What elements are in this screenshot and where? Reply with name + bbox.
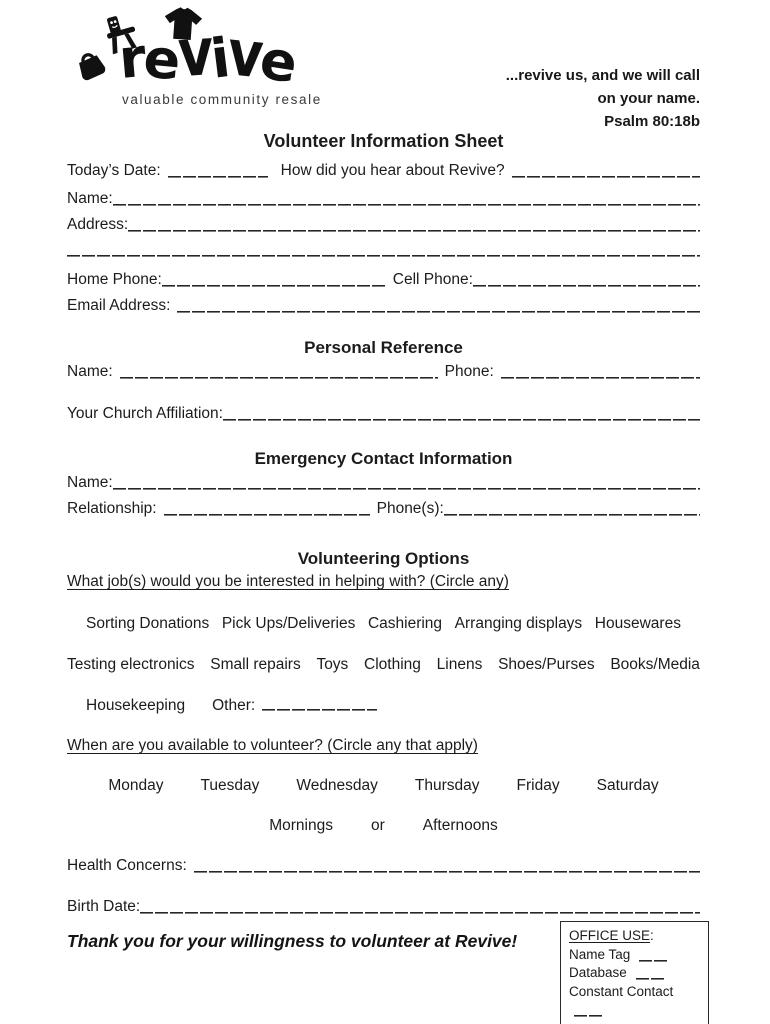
email-field-line[interactable] <box>177 300 700 313</box>
relationship-label: Relationship: <box>67 500 157 517</box>
job-option-clothing[interactable]: Clothing <box>364 656 421 673</box>
office-use-name-tag-label: Name Tag <box>569 946 631 962</box>
address-row <box>67 214 700 235</box>
quote-line-2: on your name. <box>597 90 700 107</box>
time-option-mornings[interactable]: Mornings <box>269 817 333 834</box>
job-option-testing-electronics[interactable]: Testing electronics <box>67 656 195 673</box>
day-option-wednesday[interactable]: Wednesday <box>296 777 378 794</box>
thank-you-message: Thank you for your willingness to volunteer at Revive! <box>67 931 518 951</box>
job-option-housekeeping[interactable]: Housekeeping <box>86 697 186 714</box>
birth-date-field-line[interactable] <box>140 901 700 914</box>
birth-date-label: Birth Date: <box>67 898 141 915</box>
times-or-text: or <box>370 817 385 834</box>
job-option-sorting-donations[interactable]: Sorting Donations <box>86 615 210 632</box>
form-header <box>67 0 700 128</box>
home-phone-label: Home Phone: <box>67 271 162 288</box>
health-concerns-label: Health Concerns: <box>67 857 187 874</box>
todays-date-row <box>67 160 700 181</box>
volunteering-options-heading: Volunteering Options <box>297 549 470 568</box>
office-use-constant-contact-label: Constant Contact <box>569 983 674 999</box>
days-row <box>67 775 700 796</box>
job-option-toys[interactable]: Toys <box>316 656 349 673</box>
relationship-row <box>67 498 700 519</box>
emergency-name-row <box>67 472 700 493</box>
office-use-database-line[interactable] <box>636 970 664 980</box>
hear-about-label: How did you hear about Revive? <box>280 162 505 179</box>
church-affiliation-row <box>67 403 700 424</box>
jobs-question: What job(s) would you be interested in helping with? (Circle any) <box>67 573 509 590</box>
job-option-small-repairs[interactable]: Small repairs <box>210 656 301 673</box>
reference-phone-field-line[interactable] <box>501 366 700 379</box>
relationship-field-line[interactable] <box>164 503 370 516</box>
logo-wordmark: revive <box>116 13 300 96</box>
office-use-box <box>560 921 709 1024</box>
jobs-row-3 <box>67 695 700 716</box>
availability-question: When are you available to volunteer? (Circle any that apply) <box>67 737 478 754</box>
name-row <box>67 188 700 209</box>
cell-phone-label: Cell Phone: <box>392 271 473 288</box>
office-use-constant-contact-line[interactable] <box>574 1007 602 1017</box>
emergency-name-field-line[interactable] <box>113 477 700 490</box>
address-field-line[interactable] <box>128 219 700 232</box>
phone-row <box>67 269 700 290</box>
job-option-shoes-purses[interactable]: Shoes/Purses <box>498 656 595 673</box>
page-title: Volunteer Information Sheet <box>263 131 504 151</box>
address-continued-field-line[interactable] <box>67 244 700 257</box>
handbag-icon <box>70 43 110 84</box>
name-field-line[interactable] <box>113 193 700 206</box>
office-use-name-tag-row <box>569 946 701 965</box>
scripture-quote <box>506 64 700 133</box>
name-label: Name: <box>67 190 113 207</box>
job-option-pickups-deliveries[interactable]: Pick Ups/Deliveries <box>221 615 356 632</box>
revive-logo <box>67 0 327 120</box>
personal-reference-heading: Personal Reference <box>304 338 463 357</box>
job-other-field-line[interactable] <box>262 698 377 711</box>
day-option-tuesday[interactable]: Tuesday <box>200 777 260 794</box>
emergency-name-label: Name: <box>67 474 113 491</box>
office-use-constant-contact-row <box>569 983 701 1020</box>
emergency-contact-heading: Emergency Contact Information <box>254 449 513 468</box>
address-continued-row <box>67 241 700 261</box>
day-option-thursday[interactable]: Thursday <box>414 777 480 794</box>
health-concerns-field-line[interactable] <box>194 860 700 873</box>
day-option-friday[interactable]: Friday <box>516 777 560 794</box>
emergency-phones-field-line[interactable] <box>444 503 700 516</box>
office-use-database-label: Database <box>569 965 627 980</box>
quote-line-3: Psalm 80:18b <box>604 113 700 130</box>
office-use-heading: OFFICE USE: <box>569 928 654 943</box>
job-option-books-media[interactable]: Books/Media <box>610 656 700 673</box>
time-option-afternoons[interactable]: Afternoons <box>422 817 498 834</box>
job-option-arranging-displays[interactable]: Arranging displays <box>454 615 583 632</box>
church-affiliation-field-line[interactable] <box>223 408 700 421</box>
times-row <box>67 815 700 836</box>
email-label: Email Address: <box>67 297 171 314</box>
day-option-monday[interactable]: Monday <box>108 777 164 794</box>
home-phone-field-line[interactable] <box>162 274 386 287</box>
church-affiliation-label: Your Church Affiliation: <box>67 405 223 422</box>
job-option-linens[interactable]: Linens <box>436 656 483 673</box>
quote-line-1: ...revive us, and we will call <box>505 67 700 84</box>
emergency-phones-label: Phone(s): <box>376 500 444 517</box>
todays-date-label: Today’s Date: <box>67 162 161 179</box>
job-option-cashiering[interactable]: Cashiering <box>367 615 443 632</box>
address-label: Address: <box>67 216 129 233</box>
todays-date-field-line[interactable] <box>168 165 268 178</box>
job-other-label: Other: <box>212 697 256 714</box>
reference-name-row <box>67 361 700 382</box>
office-use-name-tag-line[interactable] <box>639 952 667 962</box>
job-option-housewares[interactable]: Housewares <box>594 615 681 632</box>
reference-name-label: Name: <box>67 363 113 380</box>
cell-phone-field-line[interactable] <box>473 274 700 287</box>
office-use-database-row <box>569 964 701 983</box>
birth-date-row <box>67 896 700 917</box>
email-row <box>67 295 700 316</box>
logo-tagline: valuable community resale <box>122 92 322 107</box>
jobs-row-2 <box>67 654 700 675</box>
reference-name-field-line[interactable] <box>120 366 438 379</box>
reference-phone-label: Phone: <box>444 363 494 380</box>
day-option-saturday[interactable]: Saturday <box>596 777 659 794</box>
health-concerns-row <box>67 855 700 876</box>
jobs-row-1 <box>67 613 700 634</box>
hear-about-field-line[interactable] <box>512 165 700 178</box>
